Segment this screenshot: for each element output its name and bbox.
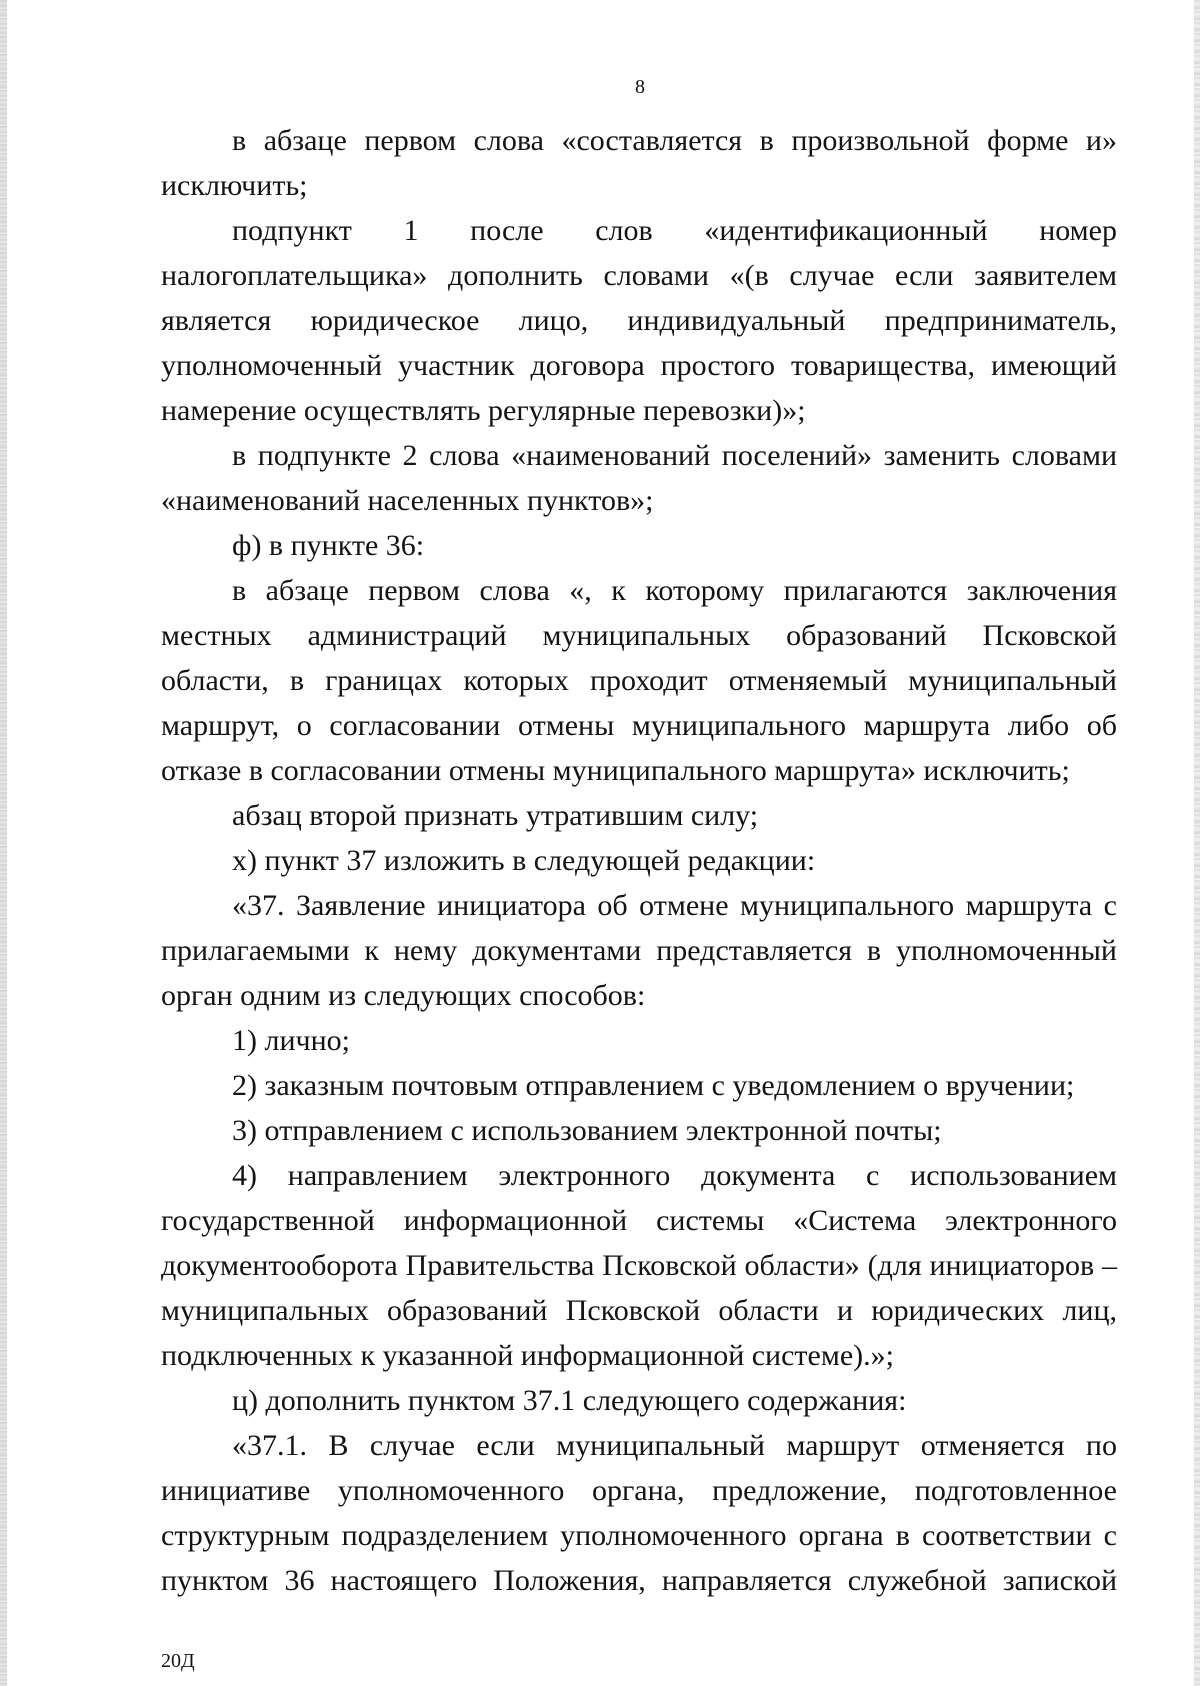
paragraph: абзац второй признать утратившим силу; [232,799,759,832]
document-body [161,118,1117,1603]
paragraph: в подпункте 2 слова «наименований поселений» заменить словами «наименований населенных пунктов»; [161,439,1117,517]
paragraph: в абзаце первом слова «составляется в произвольной форме и» исключить; [161,124,1117,202]
paragraph: в абзаце первом слова «, к которому прилагаются заключения местных администраций муниципальных образований Псковской области, в границах которых проходит отменяемый муниципальный маршрут, о согласовании отмены муниципального маршрута либо об отказе в согласовании отмены муниципального маршрута» исключить; [161,574,1117,787]
list-item: 2) заказным почтовым отправлением с уведомлением о вручении; [232,1069,1075,1102]
paragraph: х) пункт 37 изложить в следующей редакции: [232,844,816,877]
list-item: 4) направлением электронного документа с использованием государственной информационной системы «Система электронного документооборота Правительства Псковской области» (для инициаторов – муниципальных образований Псковской области и юридических лиц, подключенных к указанной информационной системе).»; [161,1159,1117,1372]
list-item: 1) лично; [232,1024,350,1057]
paragraph: ц) дополнить пунктом 37.1 следующего содержания: [232,1384,907,1417]
scan-edge-left [0,0,7,1686]
list-item: 3) отправлением с использованием электронной почты; [232,1114,942,1147]
paragraph: «37.1. В случае если муниципальный маршрут отменяется по инициативе уполномоченного органа, предложение, подготовленное структурным подразделением уполномоченного органа в соответствии с пунктом 36 настоящего Положения, направляется служебной запиской [161,1429,1117,1597]
page-number: 8 [635,76,645,98]
paragraph: «37. Заявление инициатора об отмене муниципального маршрута с прилагаемыми к нему документами представляется в уполномоченный орган одним из следующих способов: [161,889,1117,1012]
paragraph: подпункт 1 после слов «идентификационный номер налогоплательщика» дополнить словами «(в случае если заявителем является юридическое лицо, индивидуальный предприниматель, уполномоченный участник договора простого товарищества, имеющий намерение осуществлять регулярные перевозки)»; [161,214,1117,427]
scan-edge-right [1194,0,1200,1686]
paragraph: ф) в пункте 36: [232,529,425,562]
footer-document-code: 20Д [161,1650,195,1672]
